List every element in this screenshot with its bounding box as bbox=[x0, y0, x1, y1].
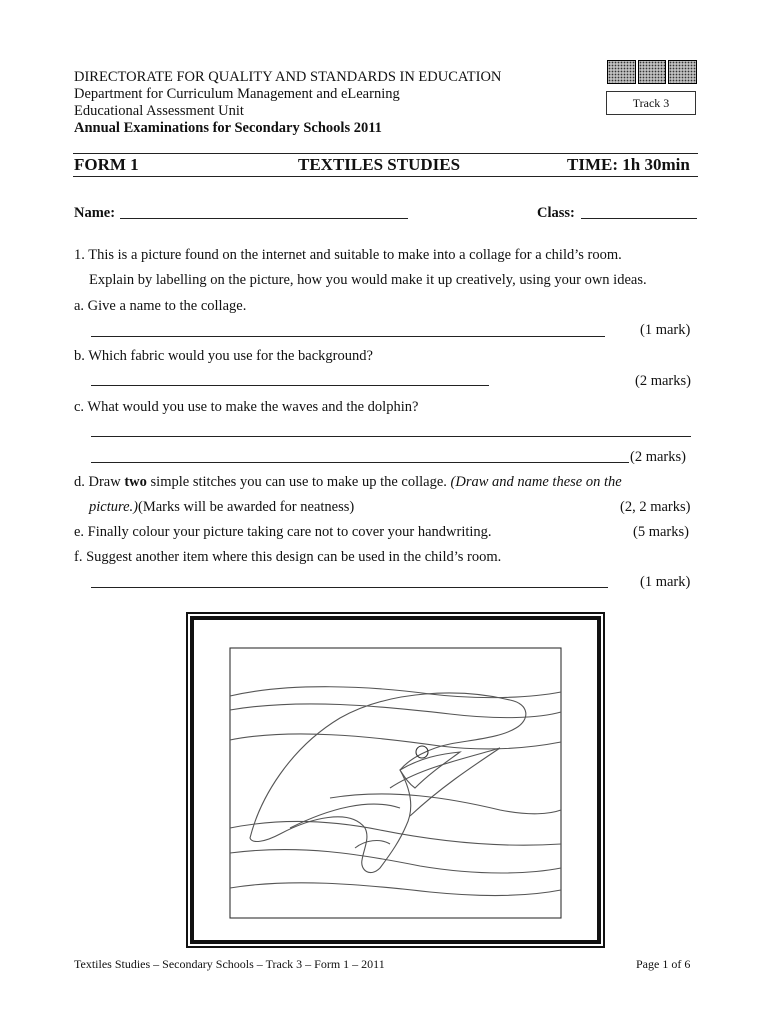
marks-c: (2 marks) bbox=[630, 449, 686, 465]
question-d-continued bbox=[89, 499, 354, 516]
page-number: Page 1 of 6 bbox=[636, 957, 691, 971]
marks-e: (5 marks) bbox=[633, 524, 689, 540]
question-b: b. Which fabric would you use for the background? bbox=[74, 348, 373, 364]
index-box bbox=[607, 60, 636, 84]
answer-line-c2[interactable] bbox=[91, 462, 629, 463]
marks-a: (1 mark) bbox=[640, 322, 691, 338]
header-exam-title: Annual Examinations for Secondary Schools 2011 bbox=[74, 120, 382, 136]
title-rule-bottom bbox=[73, 176, 698, 177]
question-f: f. Suggest another item where this design can be used in the child’s room. bbox=[74, 549, 502, 565]
wave-line bbox=[230, 734, 561, 749]
footer-text: Textiles Studies – Secondary Schools – Track 3 – Form 1 – 2011 bbox=[74, 957, 385, 971]
answer-line-a[interactable] bbox=[91, 336, 605, 337]
time-label: TIME: 1h 30min bbox=[567, 155, 690, 174]
answer-line-c1[interactable] bbox=[91, 436, 691, 437]
question-d bbox=[74, 474, 622, 491]
name-label: Name: bbox=[74, 205, 116, 221]
question-c: c. What would you use to make the waves and the dolphin? bbox=[74, 399, 419, 415]
subject-title: TEXTILES STUDIES bbox=[298, 155, 461, 174]
question-1-instruction: Explain by labelling on the picture, how you would make it up creatively, using your own ideas. bbox=[89, 272, 647, 288]
dolphin-waves-drawing bbox=[186, 612, 605, 948]
question-d-text: d. Draw bbox=[74, 474, 125, 490]
question-a: a. Give a name to the collage. bbox=[74, 298, 247, 314]
wave-line bbox=[230, 821, 561, 845]
form-label: FORM 1 bbox=[74, 155, 139, 174]
collage-picture[interactable] bbox=[186, 612, 605, 948]
question-d-bold: two bbox=[124, 474, 147, 490]
question-1-intro: 1. This is a picture found on the internet and suitable to make into a collage for a child’s room. bbox=[74, 247, 622, 263]
question-d-text-rest: simple stitches you can use to make up the collage. bbox=[146, 474, 451, 490]
dolphin-tail-curve bbox=[355, 841, 390, 848]
track-box: Track 3 bbox=[606, 91, 696, 115]
class-label: Class: bbox=[537, 205, 575, 221]
question-d2-italic: picture.) bbox=[89, 499, 138, 515]
marks-d: (2, 2 marks) bbox=[620, 499, 691, 515]
wave-line bbox=[230, 687, 561, 698]
answer-line-f[interactable] bbox=[91, 587, 608, 588]
index-box bbox=[668, 60, 697, 84]
marks-b: (2 marks) bbox=[635, 373, 691, 389]
marks-f: (1 mark) bbox=[640, 574, 691, 590]
header-department: Department for Curriculum Management and eLearning bbox=[74, 86, 400, 102]
answer-line-b[interactable] bbox=[91, 385, 489, 386]
wave-line bbox=[230, 883, 561, 896]
question-d2-text: (Marks will be awarded for neatness) bbox=[138, 499, 355, 515]
class-field[interactable] bbox=[581, 218, 697, 219]
wave-line bbox=[230, 704, 561, 718]
header-unit: Educational Assessment Unit bbox=[74, 103, 244, 119]
header-directorate: DIRECTORATE FOR QUALITY AND STANDARDS IN EDUCATION bbox=[74, 69, 502, 85]
question-e: e. Finally colour your picture taking care not to cover your handwriting. bbox=[74, 524, 492, 540]
index-number-boxes bbox=[607, 60, 697, 84]
wave-line bbox=[230, 850, 561, 873]
dolphin-outline bbox=[250, 693, 526, 873]
outer-frame bbox=[187, 613, 604, 947]
name-field[interactable] bbox=[120, 218, 408, 219]
title-rule-top bbox=[73, 153, 698, 154]
question-d-italic: (Draw and name these on the bbox=[450, 474, 622, 490]
index-box bbox=[638, 60, 667, 84]
